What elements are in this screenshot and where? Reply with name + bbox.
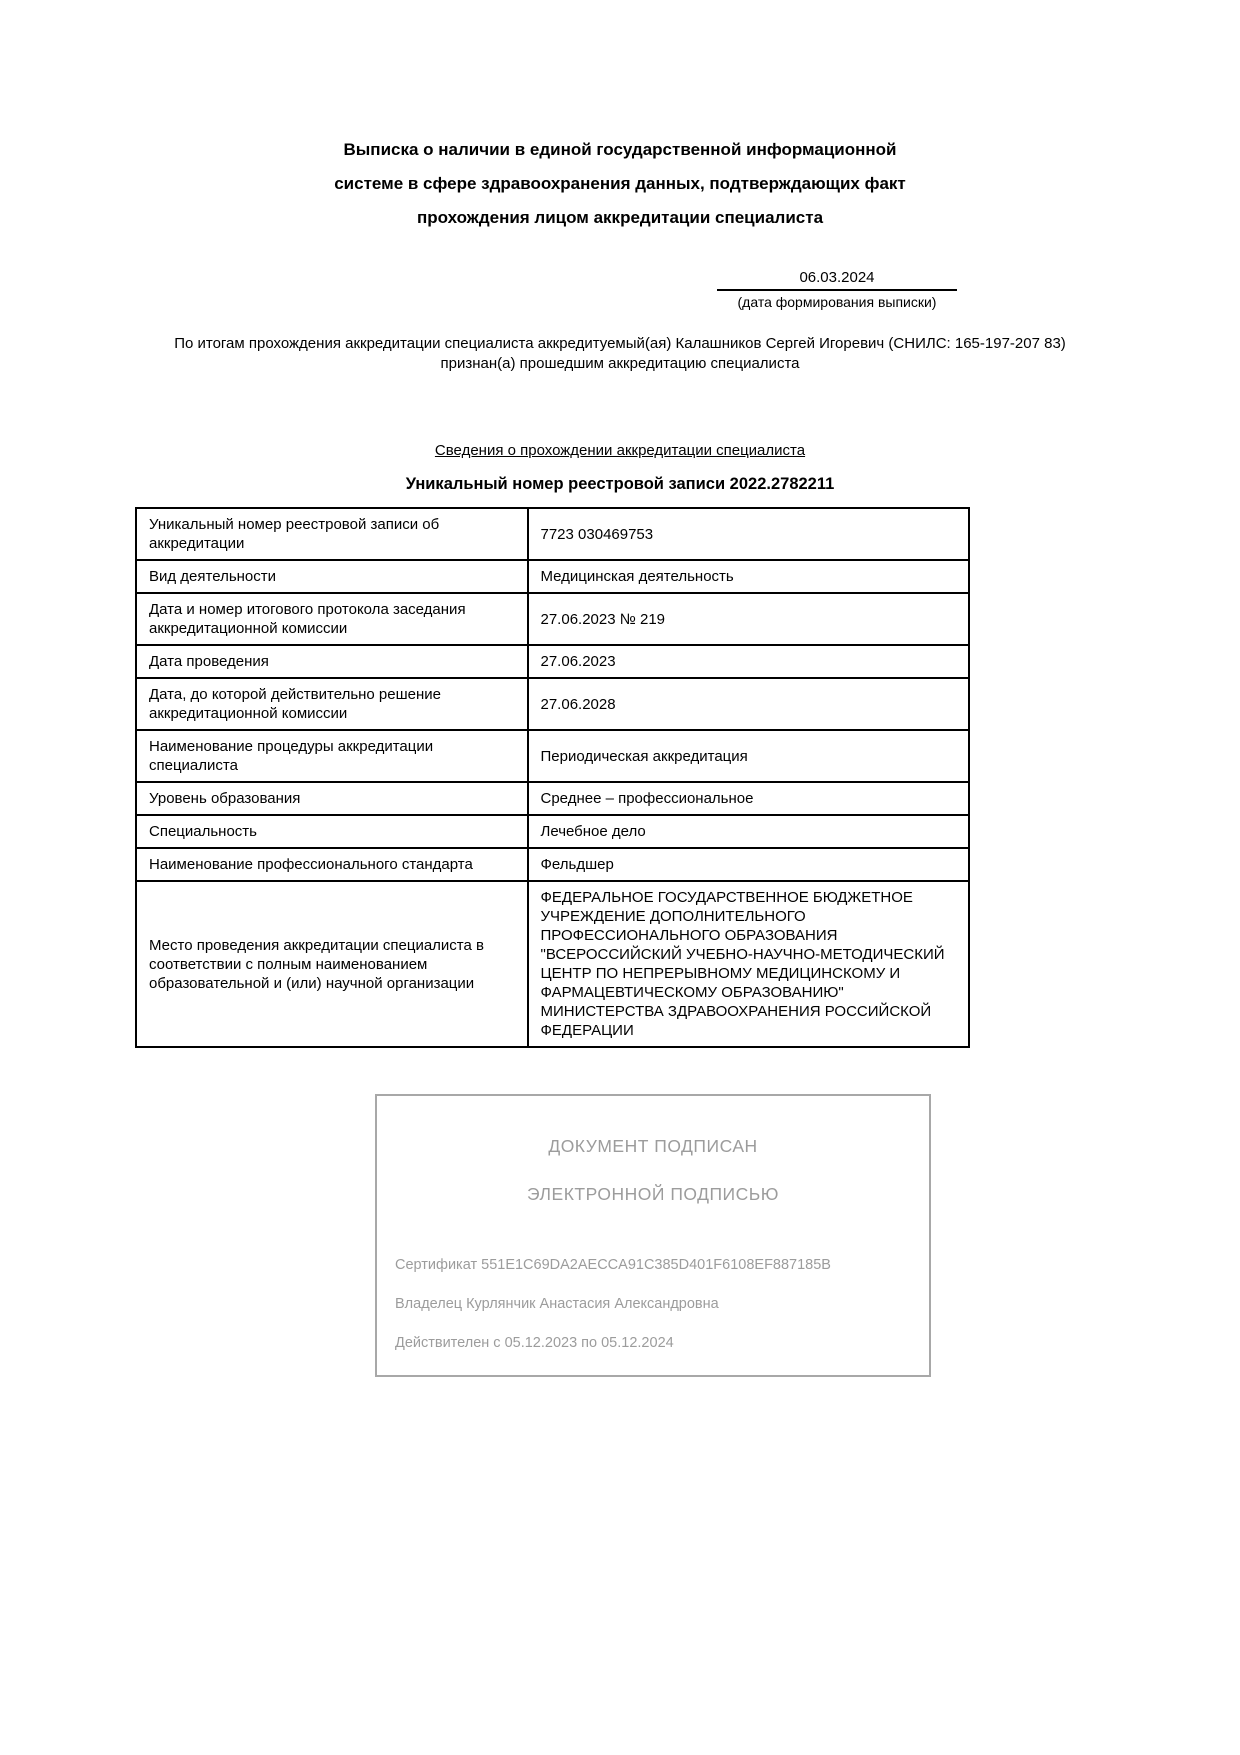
row-value: 27.06.2023 № 219 <box>528 593 970 645</box>
document-title-line-2: системе в сфере здравоохранения данных, подтверждающих факт <box>334 174 906 193</box>
row-label: Место проведения аккредитации специалиста в соответствии с полным наименованием образовательной и (или) научной организации <box>136 881 528 1047</box>
owner-line: Владелец Курлянчик Анастасия Александровна <box>395 1296 719 1312</box>
row-value: Лечебное дело <box>528 815 970 848</box>
table-row <box>136 848 969 881</box>
row-value: Периодическая аккредитация <box>528 730 970 782</box>
row-label: Уникальный номер реестровой записи об аккредитации <box>136 508 528 560</box>
accreditation-table <box>135 507 970 1048</box>
table-row <box>136 593 969 645</box>
row-value: Фельдшер <box>528 848 970 881</box>
table-row <box>136 560 969 593</box>
row-label: Уровень образования <box>136 782 528 815</box>
row-value: 27.06.2028 <box>528 678 970 730</box>
row-label: Наименование процедуры аккредитации специалиста <box>136 730 528 782</box>
signature-title-line-1: ДОКУМЕНТ ПОДПИСАН <box>548 1136 758 1156</box>
row-label: Наименование профессионального стандарта <box>136 848 528 881</box>
section-heading-text: Сведения о прохождении аккредитации специалиста <box>434 442 806 459</box>
row-label: Дата, до которой действительно решение аккредитационной комиссии <box>136 678 528 730</box>
table-row <box>136 645 969 678</box>
certificate-line: Сертификат 551E1C69DA2AECCA91C385D401F6108EF887185B <box>395 1257 831 1273</box>
document-title <box>135 133 1105 235</box>
validity-line: Действителен с 05.12.2023 по 05.12.2024 <box>395 1335 674 1351</box>
row-value: 7723 030469753 <box>528 508 970 560</box>
signature-title-line-2: ЭЛЕКТРОННОЙ ПОДПИСЬЮ <box>527 1184 779 1204</box>
row-label: Вид деятельности <box>136 560 528 593</box>
table-row <box>136 782 969 815</box>
table-row <box>136 508 969 560</box>
document-title-line-1: Выписка о наличии в единой государственной информационной <box>343 140 897 159</box>
row-label: Дата проведения <box>136 645 528 678</box>
intro-paragraph: По итогам прохождения аккредитации специалиста аккредитуемый(ая) Калашников Сергей Игоревич (СНИЛС: 165-197-207 83) признан(а) прошедшим аккредитацию специалиста <box>174 335 1066 372</box>
signature-box <box>375 1094 931 1377</box>
formation-date-block <box>717 269 957 310</box>
table-row <box>136 730 969 782</box>
formation-date: 06.03.2024 <box>717 269 957 291</box>
table-row <box>136 881 969 1047</box>
row-label: Специальность <box>136 815 528 848</box>
table-row <box>136 815 969 848</box>
row-value: Медицинская деятельность <box>528 560 970 593</box>
table-row <box>136 678 969 730</box>
formation-date-caption: (дата формирования выписки) <box>737 294 937 310</box>
row-label: Дата и номер итогового протокола заседания аккредитационной комиссии <box>136 593 528 645</box>
row-value: ФЕДЕРАЛЬНОЕ ГОСУДАРСТВЕННОЕ БЮДЖЕТНОЕ УЧРЕЖДЕНИЕ ДОПОЛНИТЕЛЬНОГО ПРОФЕССИОНАЛЬНОГО ОБРАЗОВАНИЯ "ВСЕРОССИЙСКИЙ УЧЕБНО-НАУЧНО-МЕТОДИЧЕСКИЙ ЦЕНТР ПО НЕПРЕРЫВНОМУ МЕДИЦИНСКОМУ И ФАРМАЦЕВТИЧЕСКОМУ ОБРАЗОВАНИЮ" МИНИСТЕРСТВА ЗДРАВООХРАНЕНИЯ РОССИЙСКОЙ ФЕДЕРАЦИИ <box>528 881 970 1047</box>
row-value: Среднее – профессиональное <box>528 782 970 815</box>
row-value: 27.06.2023 <box>528 645 970 678</box>
section-heading-underlined <box>135 442 1105 459</box>
registry-number-heading: Уникальный номер реестровой записи 2022.2782211 <box>405 475 835 493</box>
document-title-line-3: прохождения лицом аккредитации специалиста <box>416 208 824 227</box>
